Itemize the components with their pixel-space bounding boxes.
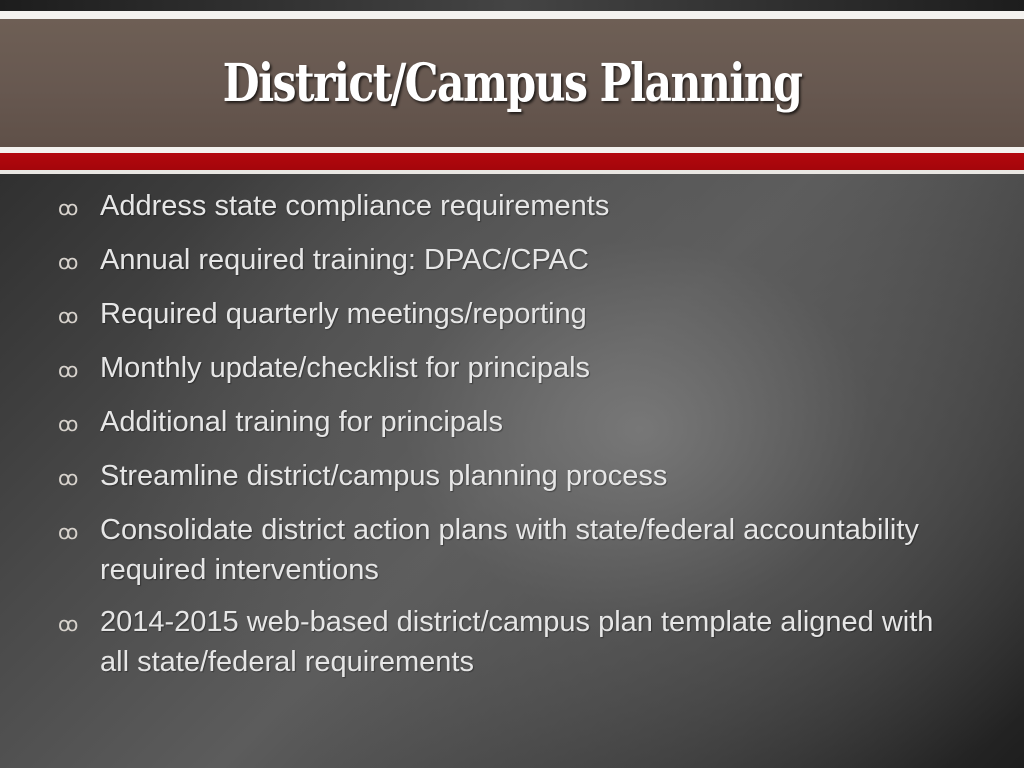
list-item [58, 510, 958, 590]
bullet-ornament-icon: ꝏ [58, 466, 79, 490]
list-item [58, 186, 958, 228]
divider-white-stripe-lower [0, 170, 1024, 174]
bullet-ornament-icon: ꝏ [58, 358, 79, 382]
list-item [58, 294, 958, 336]
bullet-list [58, 186, 958, 694]
list-item [58, 602, 958, 682]
red-accent-band [0, 153, 1024, 170]
list-item [58, 402, 958, 444]
slide-title: District/Campus Planning [222, 52, 802, 114]
bullet-ornament-icon: ꝏ [58, 520, 79, 544]
bullet-ornament-icon: ꝏ [58, 250, 79, 274]
bullet-text: Annual required training: DPAC/CPAC [100, 244, 589, 276]
top-dark-stripe [0, 0, 1024, 11]
list-item [58, 348, 958, 390]
bullet-text: Address state compliance requirements [100, 190, 610, 222]
bullet-text: 2014-2015 web-based district/campus plan template aligned with all state/federal requirements [100, 606, 934, 678]
bullet-ornament-icon: ꝏ [58, 612, 79, 636]
bullet-text: Streamline district/campus planning process [100, 460, 668, 492]
bullet-text: Additional training for principals [100, 406, 503, 438]
bullet-text: Monthly update/checklist for principals [100, 352, 591, 384]
list-item [58, 240, 958, 282]
bullet-ornament-icon: ꝏ [58, 412, 79, 436]
bullet-ornament-icon: ꝏ [58, 196, 79, 220]
title-band [0, 19, 1024, 147]
top-white-stripe [0, 11, 1024, 19]
bullet-ornament-icon: ꝏ [58, 304, 79, 328]
list-item [58, 456, 958, 498]
bullet-text: Consolidate district action plans with state/federal accountability required interventions [100, 514, 919, 586]
bullet-text: Required quarterly meetings/reporting [100, 298, 587, 330]
